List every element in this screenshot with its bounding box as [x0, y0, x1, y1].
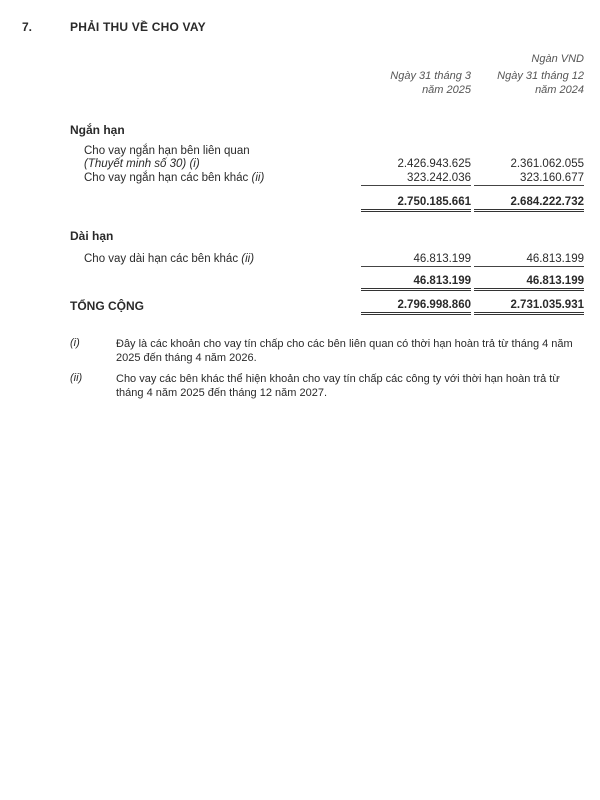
value-related-party-2025: 2.426.943.625 [397, 158, 471, 170]
value-other-long-2025: 46.813.199 [361, 253, 471, 267]
column-header-2024-line2: năm 2024 [535, 84, 584, 96]
total-2025: 2.796.998.860 [361, 299, 471, 315]
total-label: TỔNG CỘNG [70, 299, 144, 313]
long-term-subtotal-2024: 46.813.199 [474, 275, 584, 291]
row-label-other-short-text: Cho vay ngắn hạn các bên khác [84, 172, 249, 184]
column-header-2025-line2: năm 2025 [422, 84, 471, 96]
long-term-heading: Dài hạn [70, 229, 114, 243]
row-label-other-long-text: Cho vay dài hạn các bên khác [84, 253, 239, 265]
row-label-other-long [84, 253, 254, 265]
section-title: PHẢI THU VỀ CHO VAY [70, 20, 206, 34]
row-label-related-party: Cho vay ngắn hạn bên liên quan [84, 145, 250, 157]
note-text-i: Đây là các khoản cho vay tín chấp cho các bên liên quan có thời hạn hoàn trả từ tháng 4 năm 2025 đến tháng 4 năm 2026. [116, 338, 573, 364]
row-label-other-short [84, 172, 264, 184]
row-sublabel-related-party: (Thuyết minh số 30) (i) [84, 158, 200, 170]
column-header-2025-line1: Ngày 31 tháng 3 [390, 70, 471, 82]
column-header-2025 [361, 69, 471, 97]
section-number: 7. [22, 20, 33, 34]
short-term-subtotal-2025: 2.750.185.661 [361, 196, 471, 212]
column-header-2024-line1: Ngày 31 tháng 12 [497, 70, 584, 82]
value-related-party-2024: 2.361.062.055 [510, 158, 584, 170]
column-header-2024 [474, 69, 584, 97]
value-other-short-2024: 323.160.677 [474, 172, 584, 186]
row-label-other-short-note: (ii) [251, 172, 265, 184]
note-mark-i: (i) [70, 337, 80, 349]
short-term-heading: Ngắn hạn [70, 123, 125, 137]
total-2024: 2.731.035.931 [474, 299, 584, 315]
long-term-subtotal-2025: 46.813.199 [361, 275, 471, 291]
row-label-other-long-note: (ii) [241, 253, 255, 265]
value-other-long-2024: 46.813.199 [474, 253, 584, 267]
value-other-short-2025: 323.242.036 [361, 172, 471, 186]
unit-label: Ngàn VND [531, 53, 584, 65]
note-text-ii: Cho vay các bên khác thể hiện khoản cho vay tín chấp các công ty với thời hạn hoàn trả từ tháng 4 năm 2025 đến tháng 12 năm 2027. [116, 373, 560, 399]
short-term-subtotal-2024: 2.684.222.732 [474, 196, 584, 212]
note-mark-ii: (ii) [70, 372, 83, 384]
